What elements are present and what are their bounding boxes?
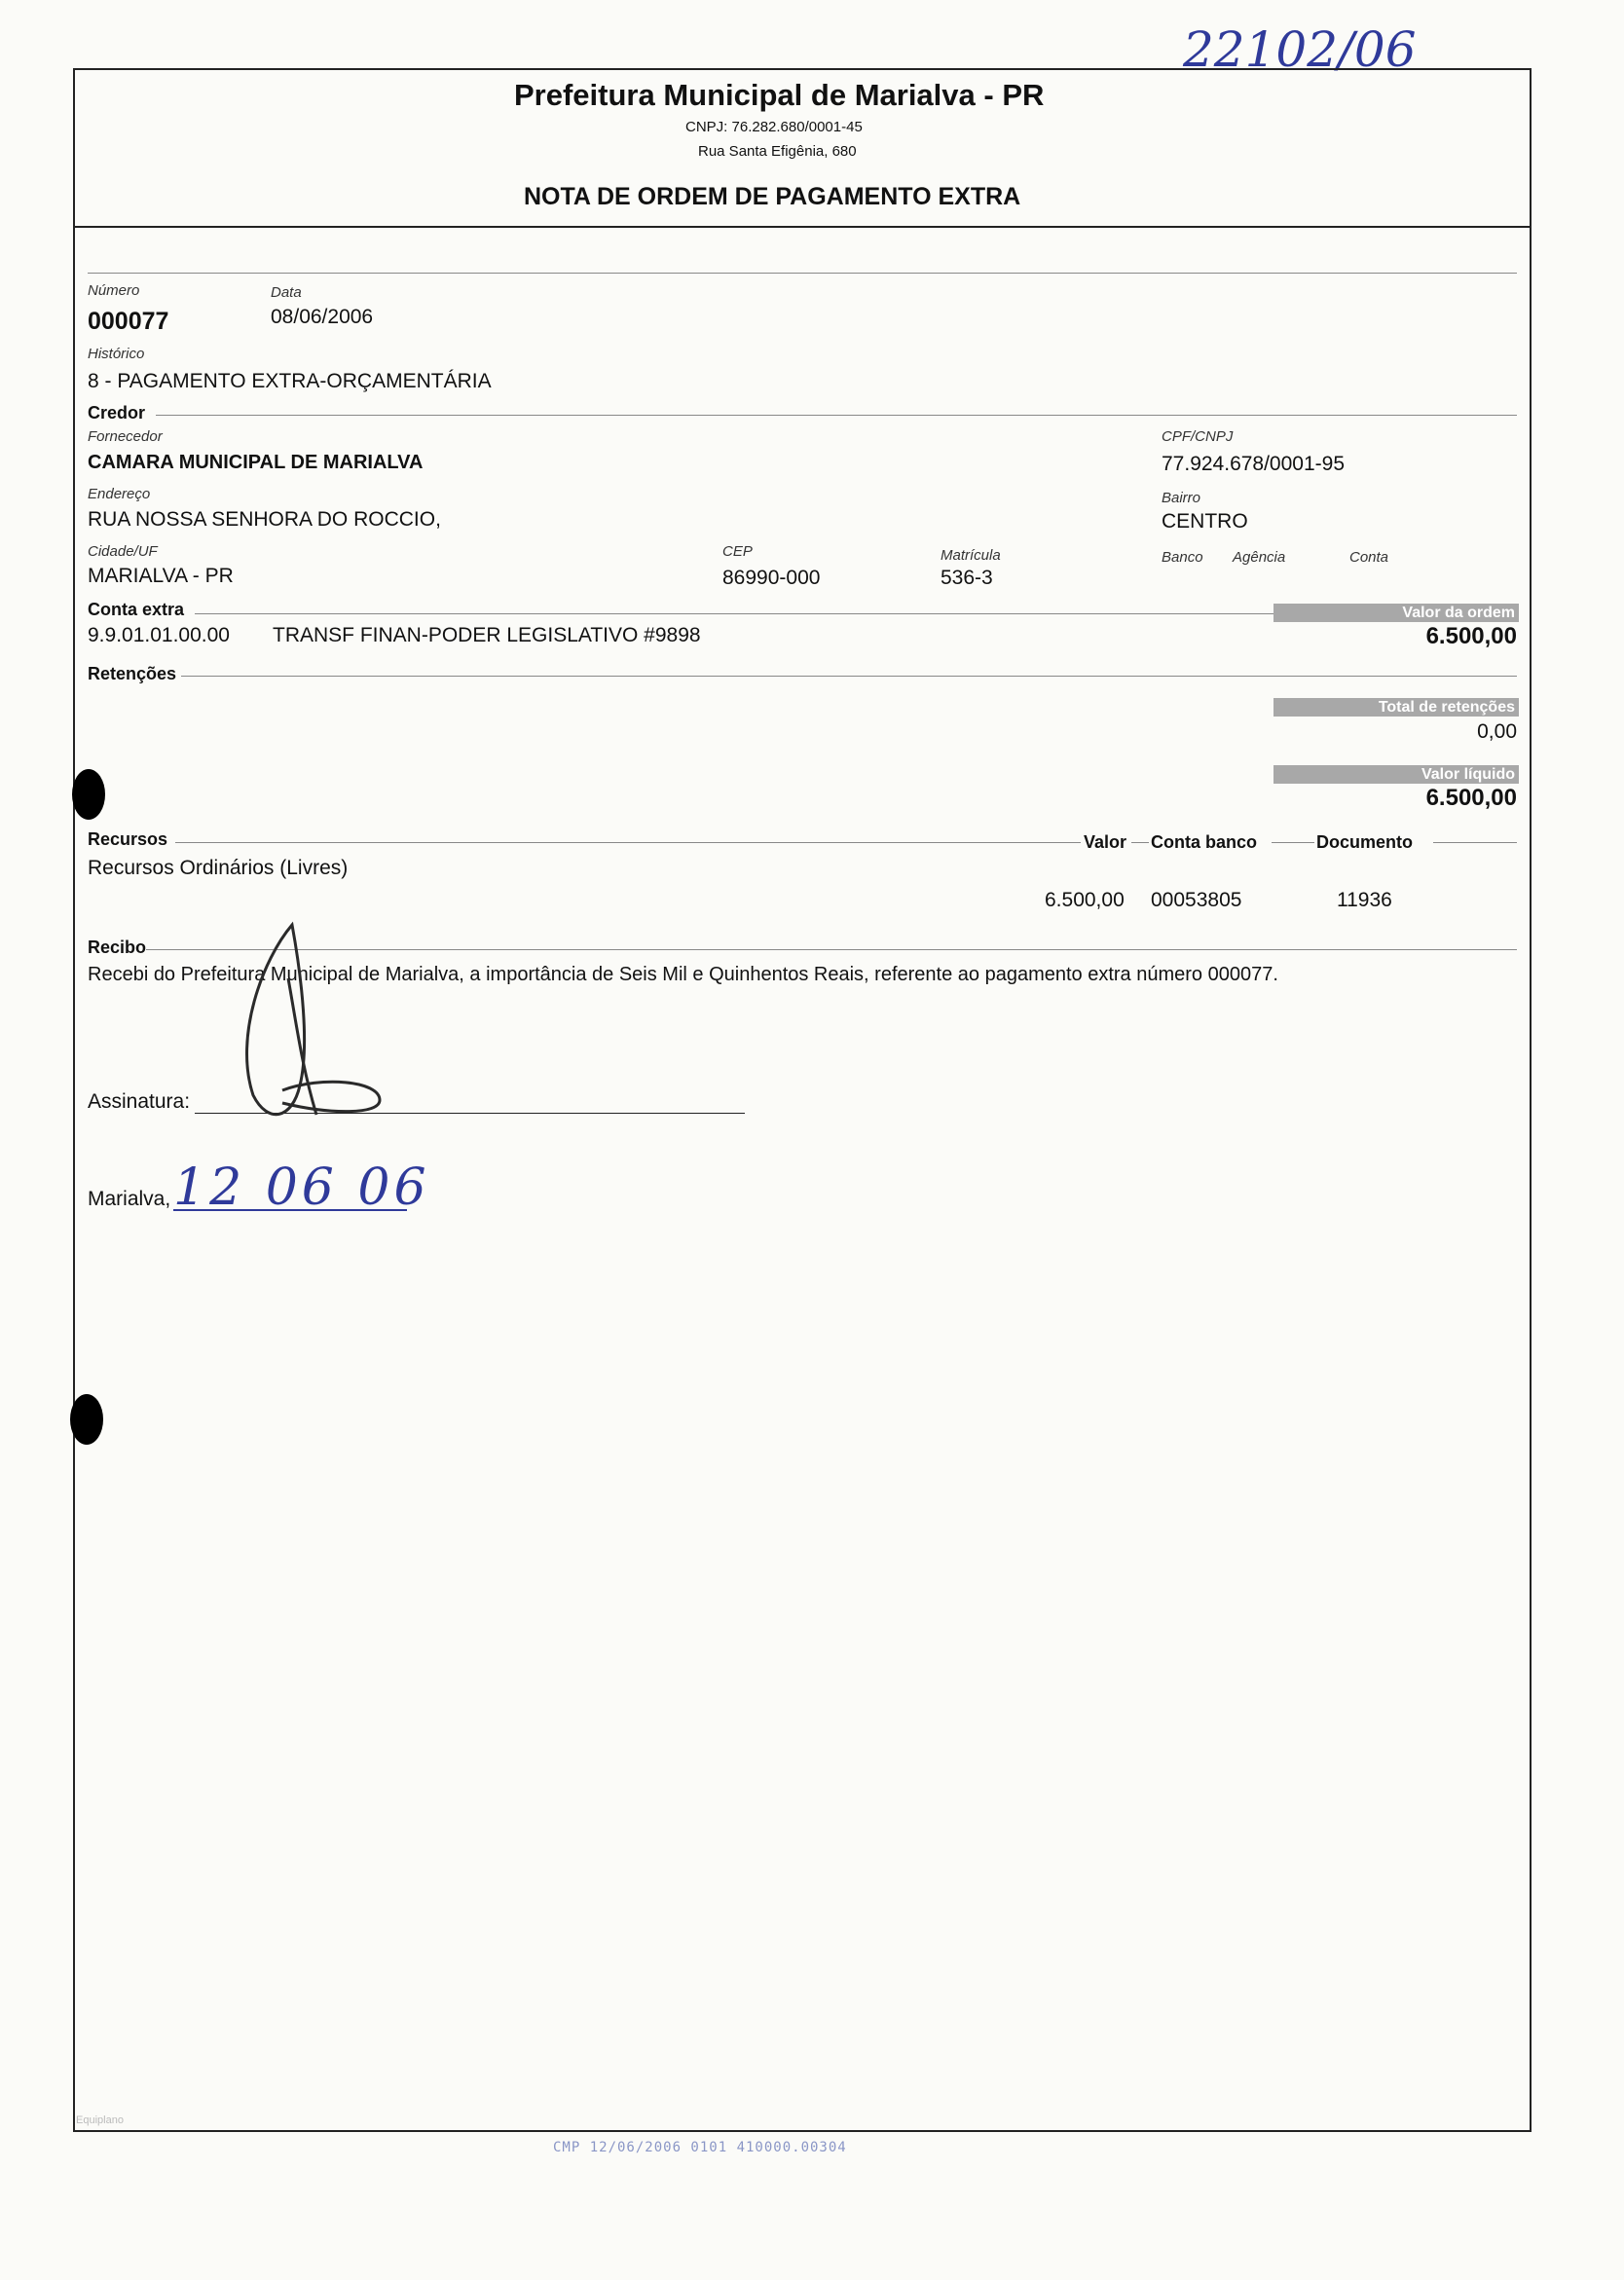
recursos-section: Recursos	[88, 829, 168, 849]
data-label: Data	[271, 284, 302, 301]
conta-label: Conta	[1349, 549, 1389, 566]
municipality-title: Prefeitura Municipal de Marialva - PR	[514, 78, 1045, 112]
recursos-documento: 11936	[1337, 889, 1392, 911]
cpf-label: CPF/CNPJ	[1162, 428, 1234, 445]
bottom-stamp: CMP 12/06/2006 0101 410000.00304	[553, 2140, 847, 2155]
banco-label: Banco	[1162, 549, 1203, 566]
header-divider	[73, 226, 1532, 228]
valor-ordem-value: 6.500,00	[1425, 623, 1517, 649]
recursos-conta-banco: 00053805	[1151, 889, 1242, 911]
top-rule	[88, 273, 1517, 274]
conta-extra-desc: TRANSF FINAN-PODER LEGISLATIVO #9898	[273, 624, 701, 646]
cidade-label: Cidade/UF	[88, 543, 158, 560]
valor-ordem-label: Valor da ordem	[1273, 604, 1519, 622]
agencia-label: Agência	[1233, 549, 1286, 566]
credor-rule	[156, 415, 1517, 416]
fornecedor-value: CAMARA MUNICIPAL DE MARIALVA	[88, 452, 424, 473]
credor-section: Credor	[88, 403, 146, 423]
conta-extra-rule	[195, 613, 1273, 614]
recursos-conta-banco-header: Conta banco	[1151, 832, 1258, 852]
assinatura-label: Assinatura:	[88, 1090, 191, 1113]
recursos-desc: Recursos Ordinários (Livres)	[88, 857, 349, 879]
total-retencoes-value: 0,00	[1477, 720, 1517, 743]
recursos-documento-header: Documento	[1316, 832, 1413, 852]
matricula-label: Matrícula	[941, 547, 1001, 564]
address-line: Rua Santa Efigênia, 680	[698, 143, 857, 160]
bairro-label: Bairro	[1162, 490, 1201, 506]
cep-label: CEP	[722, 543, 753, 560]
matricula-value: 536-3	[941, 567, 993, 589]
cep-value: 86990-000	[722, 567, 821, 589]
recibo-text: Recebi do Prefeitura Municipal de Marialva, a importância de Seis Mil e Quinhentos Reais, referente ao pagamento extra número 000077.	[88, 964, 1278, 985]
cnpj-line: CNPJ: 76.282.680/0001-45	[685, 119, 863, 135]
recursos-rule-mid2	[1272, 842, 1314, 843]
conta-extra-section: Conta extra	[88, 600, 185, 619]
cpf-value: 77.924.678/0001-95	[1162, 453, 1346, 475]
retencoes-rule	[181, 676, 1517, 677]
recursos-valor-header: Valor	[1084, 832, 1127, 852]
punch-hole-top	[72, 769, 105, 820]
handwritten-receipt-date: 12 06 06	[173, 1158, 430, 1217]
retencoes-section: Retenções	[88, 664, 177, 683]
valor-liquido-value: 6.500,00	[1425, 785, 1517, 811]
recursos-rule-left	[175, 842, 1081, 843]
software-footer: Equiplano	[76, 2115, 124, 2126]
recursos-rule-right	[1433, 842, 1517, 843]
punch-hole-bottom	[70, 1394, 103, 1445]
fornecedor-label: Fornecedor	[88, 428, 163, 445]
cidade-value: MARIALVA - PR	[88, 565, 234, 587]
recursos-valor: 6.500,00	[1045, 889, 1125, 911]
valor-liquido-label: Valor líquido	[1273, 765, 1519, 784]
endereco-label: Endereço	[88, 486, 151, 502]
document-title: NOTA DE ORDEM DE PAGAMENTO EXTRA	[524, 183, 1021, 210]
endereco-value: RUA NOSSA SENHORA DO ROCCIO,	[88, 508, 441, 531]
bairro-value: CENTRO	[1162, 510, 1248, 533]
local-label: Marialva,	[88, 1188, 171, 1210]
conta-extra-code: 9.9.01.01.00.00	[88, 624, 230, 646]
recibo-section: Recibo	[88, 938, 147, 957]
total-retencoes-label: Total de retenções	[1273, 698, 1519, 717]
numero-value: 000077	[88, 308, 169, 335]
date-underline	[173, 1209, 407, 1211]
numero-label: Número	[88, 282, 140, 299]
handwritten-protocol-number: 22102/06	[1183, 21, 1417, 78]
historico-label: Histórico	[88, 346, 145, 362]
signature-mark	[224, 920, 389, 1134]
data-value: 08/06/2006	[271, 306, 374, 328]
recursos-rule-mid	[1131, 842, 1149, 843]
historico-value: 8 - PAGAMENTO EXTRA-ORÇAMENTÁRIA	[88, 370, 492, 392]
